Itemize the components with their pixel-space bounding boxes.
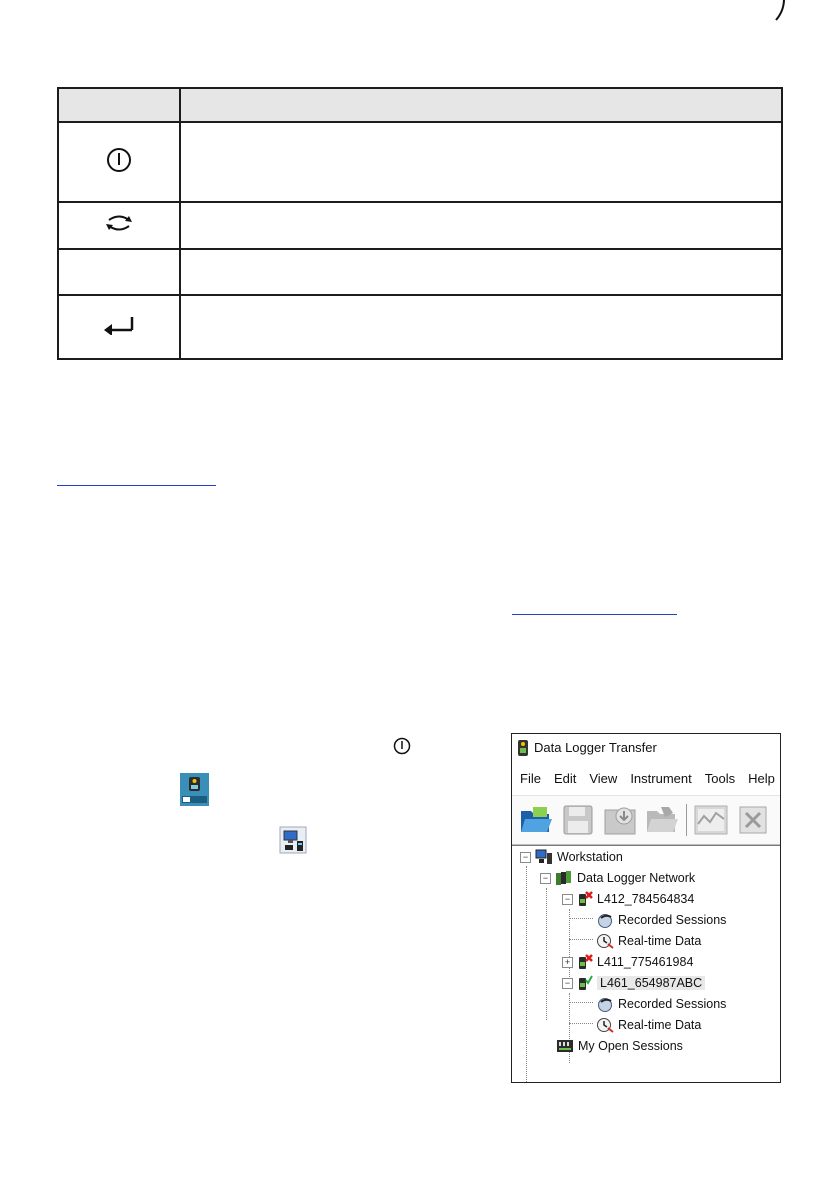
tree-item-realtime-data[interactable] <box>596 931 701 951</box>
tree-item-recorded-sessions[interactable] <box>596 910 726 930</box>
excel-button[interactable] <box>735 802 771 838</box>
recorded-sessions-icon <box>596 912 614 928</box>
window-title: Data Logger Transfer <box>534 740 657 755</box>
open-folder-icon <box>519 805 553 835</box>
data-logger-transfer-window <box>511 733 781 1083</box>
workstation-icon <box>535 849 553 865</box>
menu-edit[interactable]: Edit <box>553 770 577 786</box>
table-header-row <box>58 88 782 122</box>
hyperlink-underline[interactable] <box>57 485 216 486</box>
chart-button[interactable] <box>693 802 729 838</box>
description-cell <box>180 202 782 249</box>
logger-disconnected-icon <box>577 954 593 970</box>
key-cell <box>58 295 180 359</box>
realtime-data-icon <box>596 1017 614 1033</box>
folder-button[interactable] <box>644 802 680 838</box>
toolbar <box>512 795 780 845</box>
save-icon <box>562 804 594 836</box>
tree-label: Workstation <box>557 850 623 864</box>
excel-icon <box>738 805 768 835</box>
app-logo-icon <box>518 740 528 756</box>
table-row <box>58 202 782 249</box>
tree-connector <box>569 1002 593 1003</box>
tree-item-network[interactable] <box>540 868 695 888</box>
logger-disconnected-icon <box>577 891 593 907</box>
tree-item-logger[interactable] <box>562 889 694 909</box>
power-icon <box>106 147 132 173</box>
key-table <box>57 87 783 360</box>
table-row <box>58 122 782 202</box>
tree-label: Recorded Sessions <box>618 913 727 927</box>
open-sessions-icon <box>556 1038 574 1054</box>
logger-network-icon <box>555 870 573 886</box>
cycle-icon <box>105 212 133 234</box>
folder-icon <box>645 805 679 835</box>
download-button[interactable] <box>602 802 638 838</box>
network-icon <box>279 826 307 854</box>
toolbar-separator <box>686 804 687 836</box>
collapse-icon[interactable]: − <box>562 978 573 989</box>
tree-connector <box>526 866 527 1082</box>
collapse-icon[interactable]: − <box>562 894 573 905</box>
menu-file[interactable]: File <box>520 770 541 786</box>
collapse-icon[interactable]: − <box>520 852 531 863</box>
table-row <box>58 295 782 359</box>
tree-connector <box>569 1023 593 1024</box>
tree-connector <box>569 918 593 919</box>
logger-connected-icon <box>577 975 593 991</box>
tree-connector <box>526 1082 550 1083</box>
tree-label: My Open Sessions <box>578 1039 683 1053</box>
expand-icon[interactable]: + <box>562 957 573 968</box>
page-corner-arc <box>0 0 839 60</box>
table-row <box>58 249 782 295</box>
download-icon <box>603 804 637 836</box>
menu-tools[interactable]: Tools <box>704 770 736 786</box>
tree-label: Recorded Sessions <box>618 997 727 1011</box>
description-cell <box>180 122 782 202</box>
key-cell <box>58 249 180 295</box>
tree-connector <box>546 888 547 1020</box>
tree-item-recorded-sessions[interactable] <box>596 994 726 1014</box>
open-button[interactable] <box>518 802 554 838</box>
tree-label: Real-time Data <box>618 1018 702 1032</box>
menu-instrument[interactable]: Instrument <box>630 770 692 786</box>
power-icon <box>393 737 411 755</box>
tree-item-workstation[interactable] <box>520 847 623 867</box>
tree-connector <box>569 939 593 940</box>
tree-item-open-sessions[interactable] <box>556 1036 683 1056</box>
menu-help[interactable]: Help <box>748 770 775 786</box>
table-header-function <box>180 88 782 122</box>
tree-label: Data Logger Network <box>577 871 696 885</box>
window-titlebar <box>512 734 780 761</box>
recorded-sessions-icon <box>596 996 614 1012</box>
collapse-icon[interactable]: − <box>540 873 551 884</box>
menu-view[interactable]: View <box>589 770 618 786</box>
device-tree <box>512 845 780 1082</box>
chart-icon <box>694 804 728 836</box>
tree-label: L412_784564834 <box>597 892 695 906</box>
key-cell <box>58 202 180 249</box>
description-cell <box>180 249 782 295</box>
tree-item-logger[interactable] <box>562 952 693 972</box>
realtime-data-icon <box>596 933 614 949</box>
enter-icon <box>102 315 136 335</box>
tree-item-realtime-data[interactable] <box>596 1015 701 1035</box>
table-header-key <box>58 88 180 122</box>
tree-label: Real-time Data <box>618 934 702 948</box>
key-cell <box>58 122 180 202</box>
tree-label: L461_654987ABC <box>597 976 705 990</box>
save-button[interactable] <box>560 802 596 838</box>
menu-bar <box>512 761 780 795</box>
data-logger-shortcut-icon[interactable] <box>180 773 209 806</box>
tree-label: L411_775461984 <box>597 955 694 969</box>
hyperlink-underline[interactable] <box>512 614 677 615</box>
tree-item-logger-selected[interactable] <box>562 973 705 993</box>
description-cell <box>180 295 782 359</box>
